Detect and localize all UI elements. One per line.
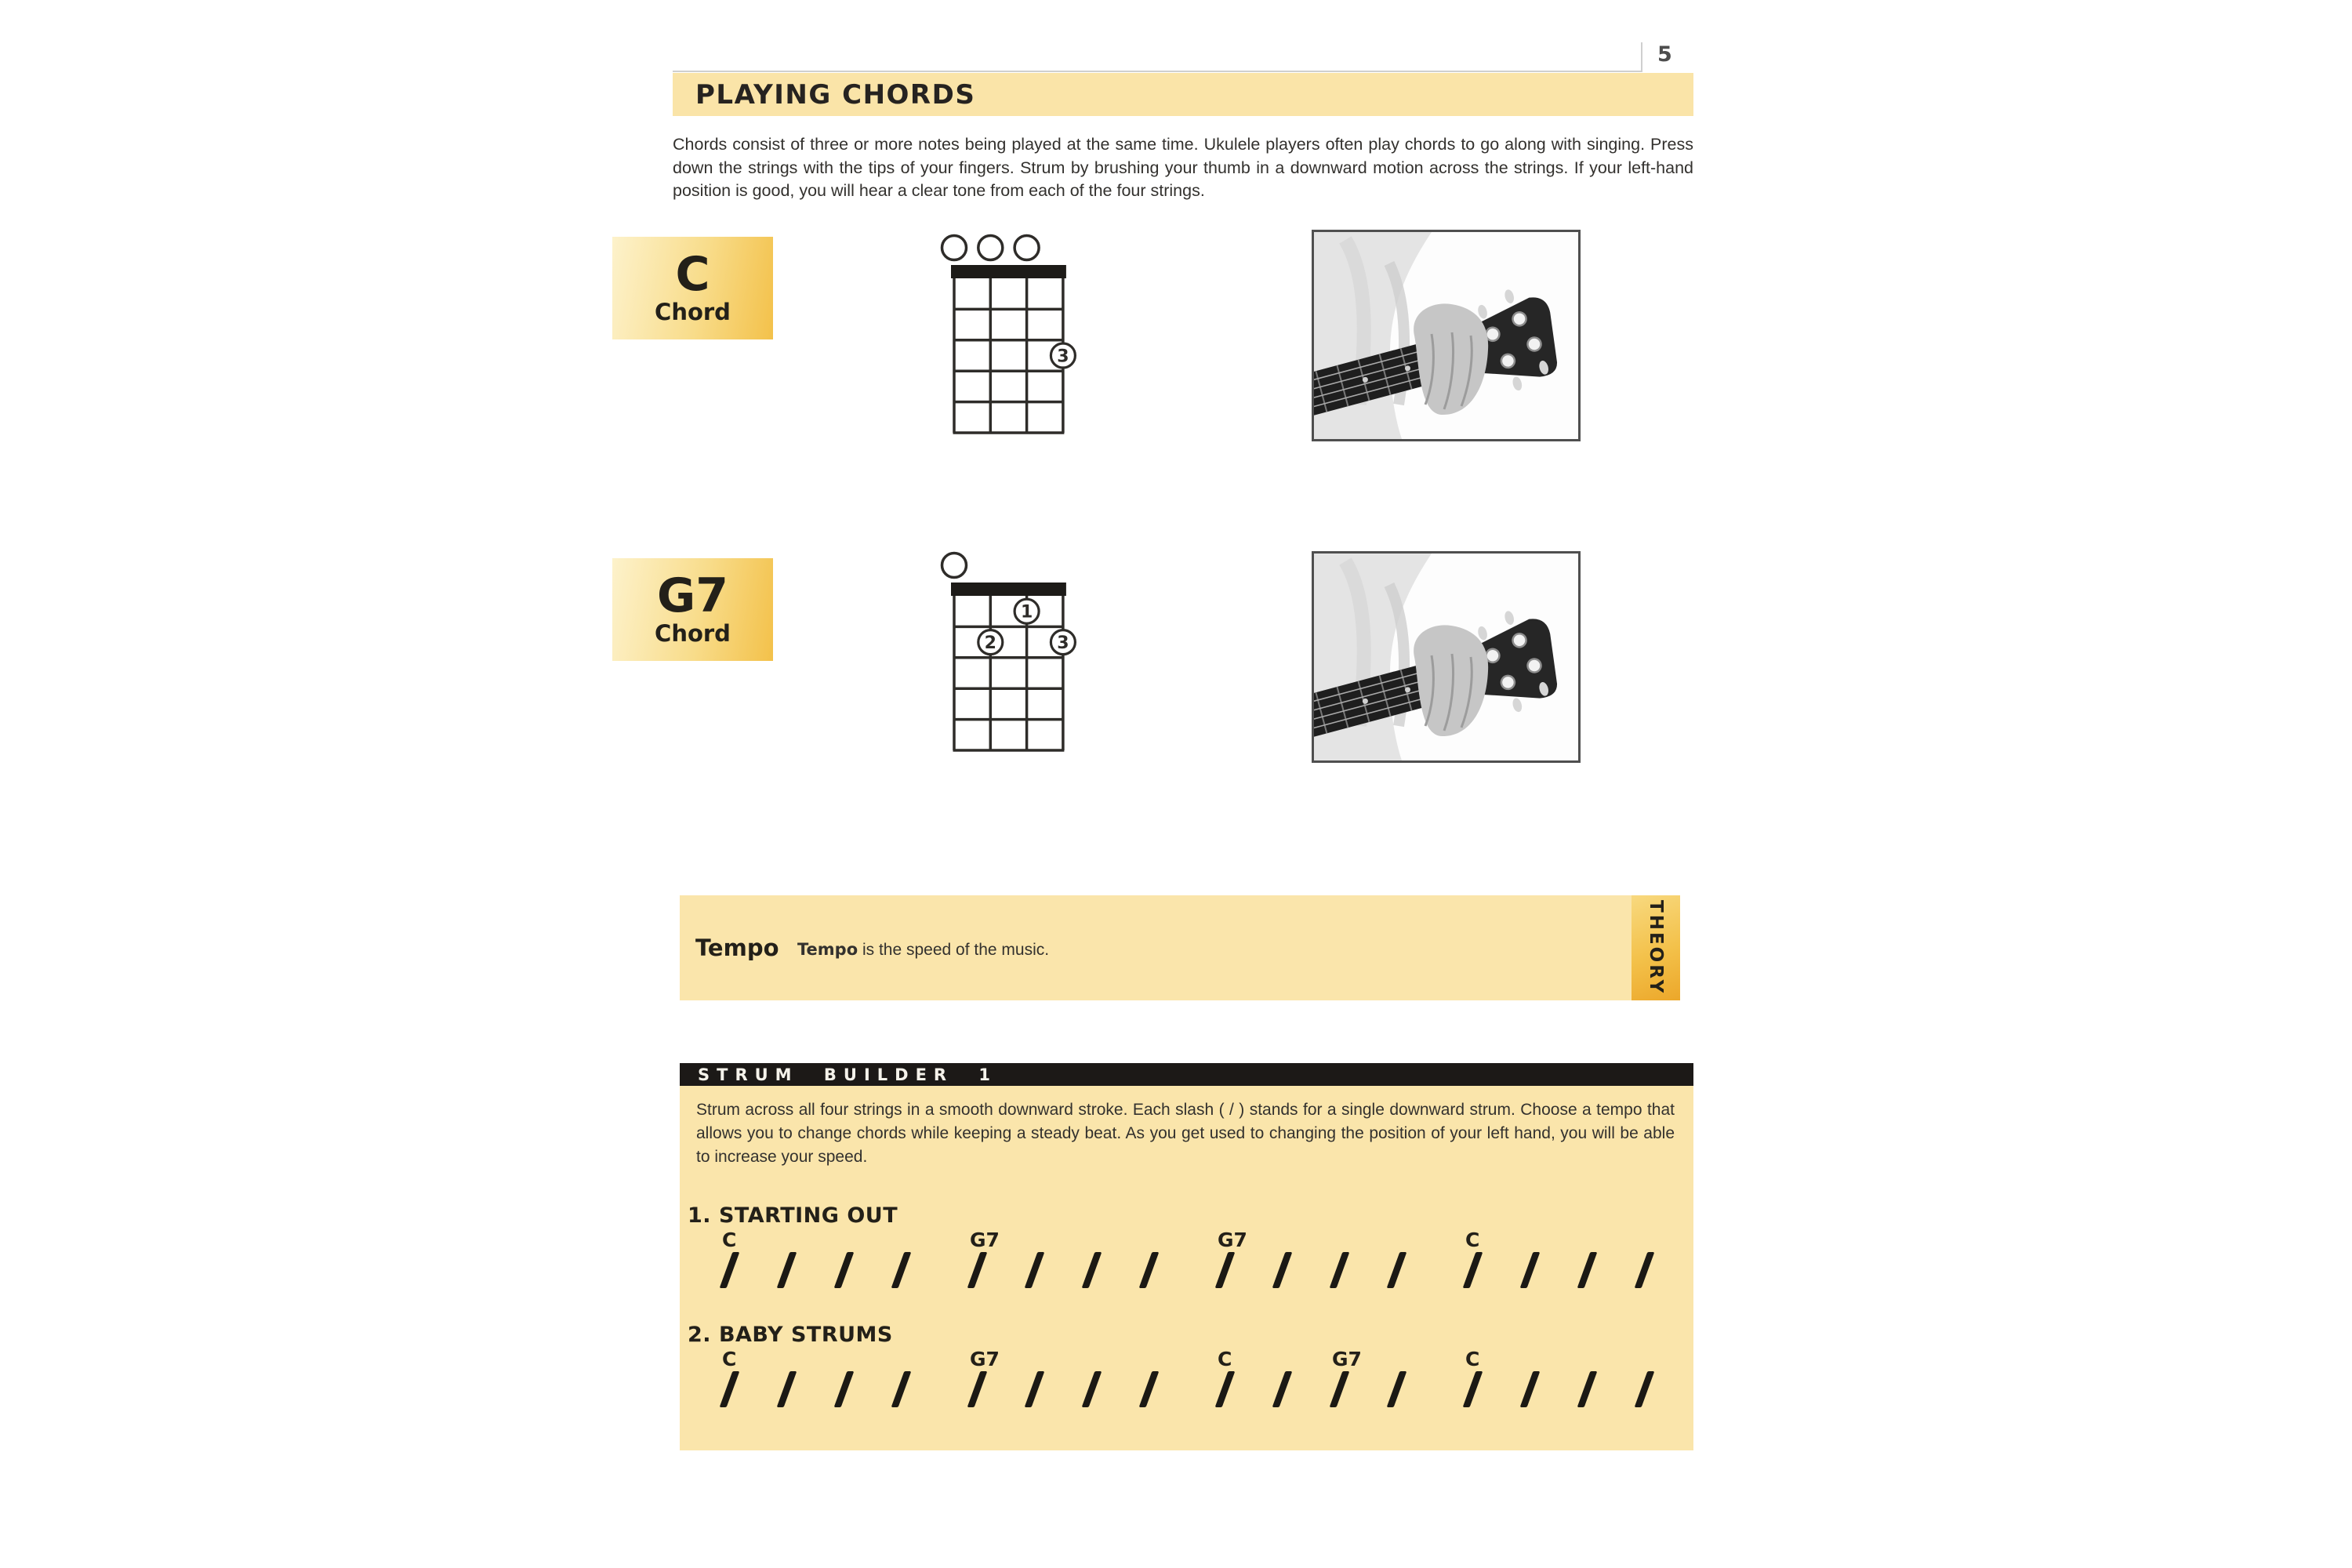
strum-slash: [834, 1371, 855, 1407]
strum-slash: [720, 1371, 740, 1407]
chord-sublabel: Chord: [655, 619, 731, 647]
strum-slash: [1577, 1371, 1598, 1407]
chord-label-box-c: [612, 237, 773, 339]
strum-slash: [1215, 1371, 1236, 1407]
strum-slash: [1520, 1371, 1541, 1407]
chord-change-label: C: [722, 1229, 737, 1251]
strum-builder-title: STRUM BUILDER 1: [698, 1065, 998, 1084]
strum-slash: [1272, 1252, 1293, 1288]
strum-slash: [1215, 1252, 1236, 1288]
chord-photo-g7: [1312, 551, 1581, 763]
strum-slash: [891, 1252, 912, 1288]
strum-builder-header: [680, 1063, 1693, 1086]
strum-slash: [967, 1252, 988, 1288]
strum-slash: [777, 1371, 797, 1407]
theory-box: [680, 895, 1680, 1000]
strum-slash: [1463, 1252, 1483, 1288]
page-corner-rule: [1641, 42, 1642, 72]
strum-slash: [1387, 1371, 1407, 1407]
section-header-band: [673, 73, 1693, 116]
theory-definition: Tempo is the speed of the music.: [797, 940, 1050, 959]
strum-slash: [1025, 1252, 1045, 1288]
strum-slash: [777, 1252, 797, 1288]
chord-change-label: C: [722, 1348, 737, 1370]
page-title: PLAYING CHORDS: [695, 78, 976, 111]
strum-slash: [1577, 1252, 1598, 1288]
intro-paragraph: Chords consist of three or more notes being played at the same time. Ukulele players often play chords to go along with singing. Press down the strings with the tips of your fingers. Strum by brushing your thumb in a downward motion across the strings. If your left-hand position is good, you will hear a clear tone from each of the four strings.: [673, 135, 1693, 200]
chord-change-label: G7: [1332, 1348, 1362, 1370]
strum-slash: [1082, 1252, 1102, 1288]
svg-text:2: 2: [984, 633, 996, 654]
theory-tab: THEORY: [1632, 895, 1680, 1000]
chord-change-label: G7: [970, 1348, 1000, 1370]
strum-slash: [1463, 1371, 1483, 1407]
chord-diagram-c: [925, 231, 1098, 451]
chord-change-label: C: [1465, 1348, 1480, 1370]
theory-term: Tempo: [695, 935, 779, 961]
strum-slash: [1635, 1371, 1655, 1407]
chord-photo-c: [1312, 230, 1581, 441]
strum-slash: [1272, 1371, 1293, 1407]
strum-slash: [1330, 1252, 1350, 1288]
strum-slash: [891, 1371, 912, 1407]
ukulele-hand-photo-illustration: [1314, 232, 1578, 439]
top-rule: [673, 71, 1642, 72]
strum-slash: [720, 1252, 740, 1288]
strum-builder-panel: [680, 1086, 1693, 1450]
chord-sublabel: Chord: [655, 298, 731, 325]
chord-change-label: G7: [1218, 1229, 1247, 1251]
svg-text:3: 3: [1057, 633, 1069, 654]
chord-change-label: G7: [970, 1229, 1000, 1251]
svg-text:1: 1: [1020, 602, 1033, 622]
strum-builder-intro: Strum across all four strings in a smooth downward stroke. Each slash ( / ) stands for a single downward strum. Choose a tempo that allows you to change chords while keeping a steady beat. As you get used to changing the position of your left hand, you will be able to increase your speed.: [696, 1101, 1675, 1166]
chord-diagram-g7: [925, 549, 1098, 768]
strum-slash: [1520, 1252, 1541, 1288]
chord-change-label: C: [1465, 1229, 1480, 1251]
strum-slash: [1082, 1371, 1102, 1407]
chord-change-label: C: [1218, 1348, 1232, 1370]
strum-slash: [1025, 1371, 1045, 1407]
chord-name: C: [675, 246, 710, 302]
strum-slash: [1139, 1252, 1160, 1288]
strum-slash: [967, 1371, 988, 1407]
strum-slash: [1139, 1371, 1160, 1407]
exercise-heading: 1. STARTING OUT: [688, 1203, 898, 1228]
exercise-heading: 2. BABY STRUMS: [688, 1323, 893, 1347]
strum-slash: [834, 1252, 855, 1288]
ukulele-hand-photo-illustration: [1314, 554, 1578, 760]
strum-slash: [1635, 1252, 1655, 1288]
svg-text:3: 3: [1057, 347, 1069, 367]
chord-label-box-g7: [612, 558, 773, 661]
page-number: 5: [1657, 42, 1672, 67]
chord-name: G7: [657, 568, 728, 623]
strum-slash: [1387, 1252, 1407, 1288]
strum-slash: [1330, 1371, 1350, 1407]
